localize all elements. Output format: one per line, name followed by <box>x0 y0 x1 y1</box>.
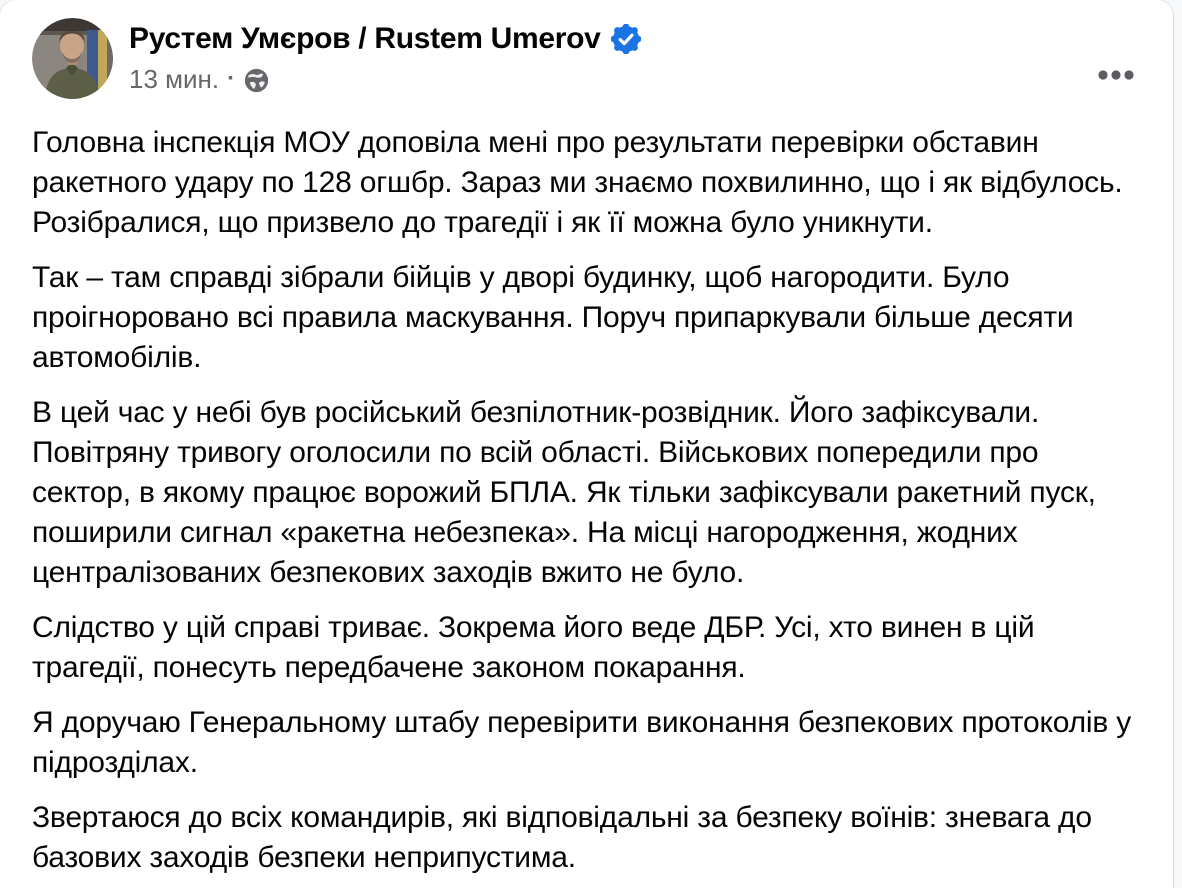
post-paragraph: В цей час у небі був російський безпілотник-розвідник. Його зафіксували. Повітряну тривогу оголосили по всій області. Військових попередили про сектор, в якому працює ворожий БПЛА. Як тільки зафіксували ракетний пуск, поширили сигнал «ракетна небезпека». На місці нагородження, жодних централізованих безпекових заходів вжито не було. <box>32 396 1096 589</box>
post-paragraph: Так – там справді зібрали бійців у дворі будинку, щоб нагородити. Було проігноровано всі правила маскування. Поруч припаркували більше десяти автомобілів. <box>32 261 1074 374</box>
post-header <box>0 0 1173 106</box>
verified-badge-icon <box>611 24 641 54</box>
post-paragraph: Слідство у цій справі триває. Зокрема його веде ДБР. Усі, хто винен в цій трагедії, понесуть передбачене законом покарання. <box>32 611 1035 684</box>
ellipsis-icon <box>1098 70 1134 80</box>
globe-public-icon <box>243 67 270 94</box>
post-paragraph: Я доручаю Генеральному штабу перевірити виконання безпекових протоколів у підрозділах. <box>32 706 1132 779</box>
post-menu-button[interactable] <box>1085 44 1147 106</box>
post-paragraph: Звертаюся до всіх командирів, які відповідальні за безпеку воїнів: зневага до базових заходів безпеки неприпустима. <box>32 801 1092 874</box>
post-content <box>0 106 1173 878</box>
author-name[interactable]: Рустем Умєров / Rustem Umerov <box>129 22 601 55</box>
name-row <box>129 20 641 58</box>
avatar-photo <box>32 18 113 99</box>
post-paragraph: Головна інспекція МОУ доповіла мені про результати перевірки обставин ракетного удару по 128 огшбр. Зараз ми знаємо похвилинно, що і як відбулось. Розібралися, що призвело до трагедії і як її можна було уникнути. <box>32 126 1123 239</box>
timestamp[interactable]: 13 мин. <box>129 64 220 94</box>
meta-separator: · <box>227 65 236 92</box>
header-info <box>129 18 641 96</box>
avatar[interactable] <box>32 18 113 99</box>
post-meta <box>129 62 641 96</box>
